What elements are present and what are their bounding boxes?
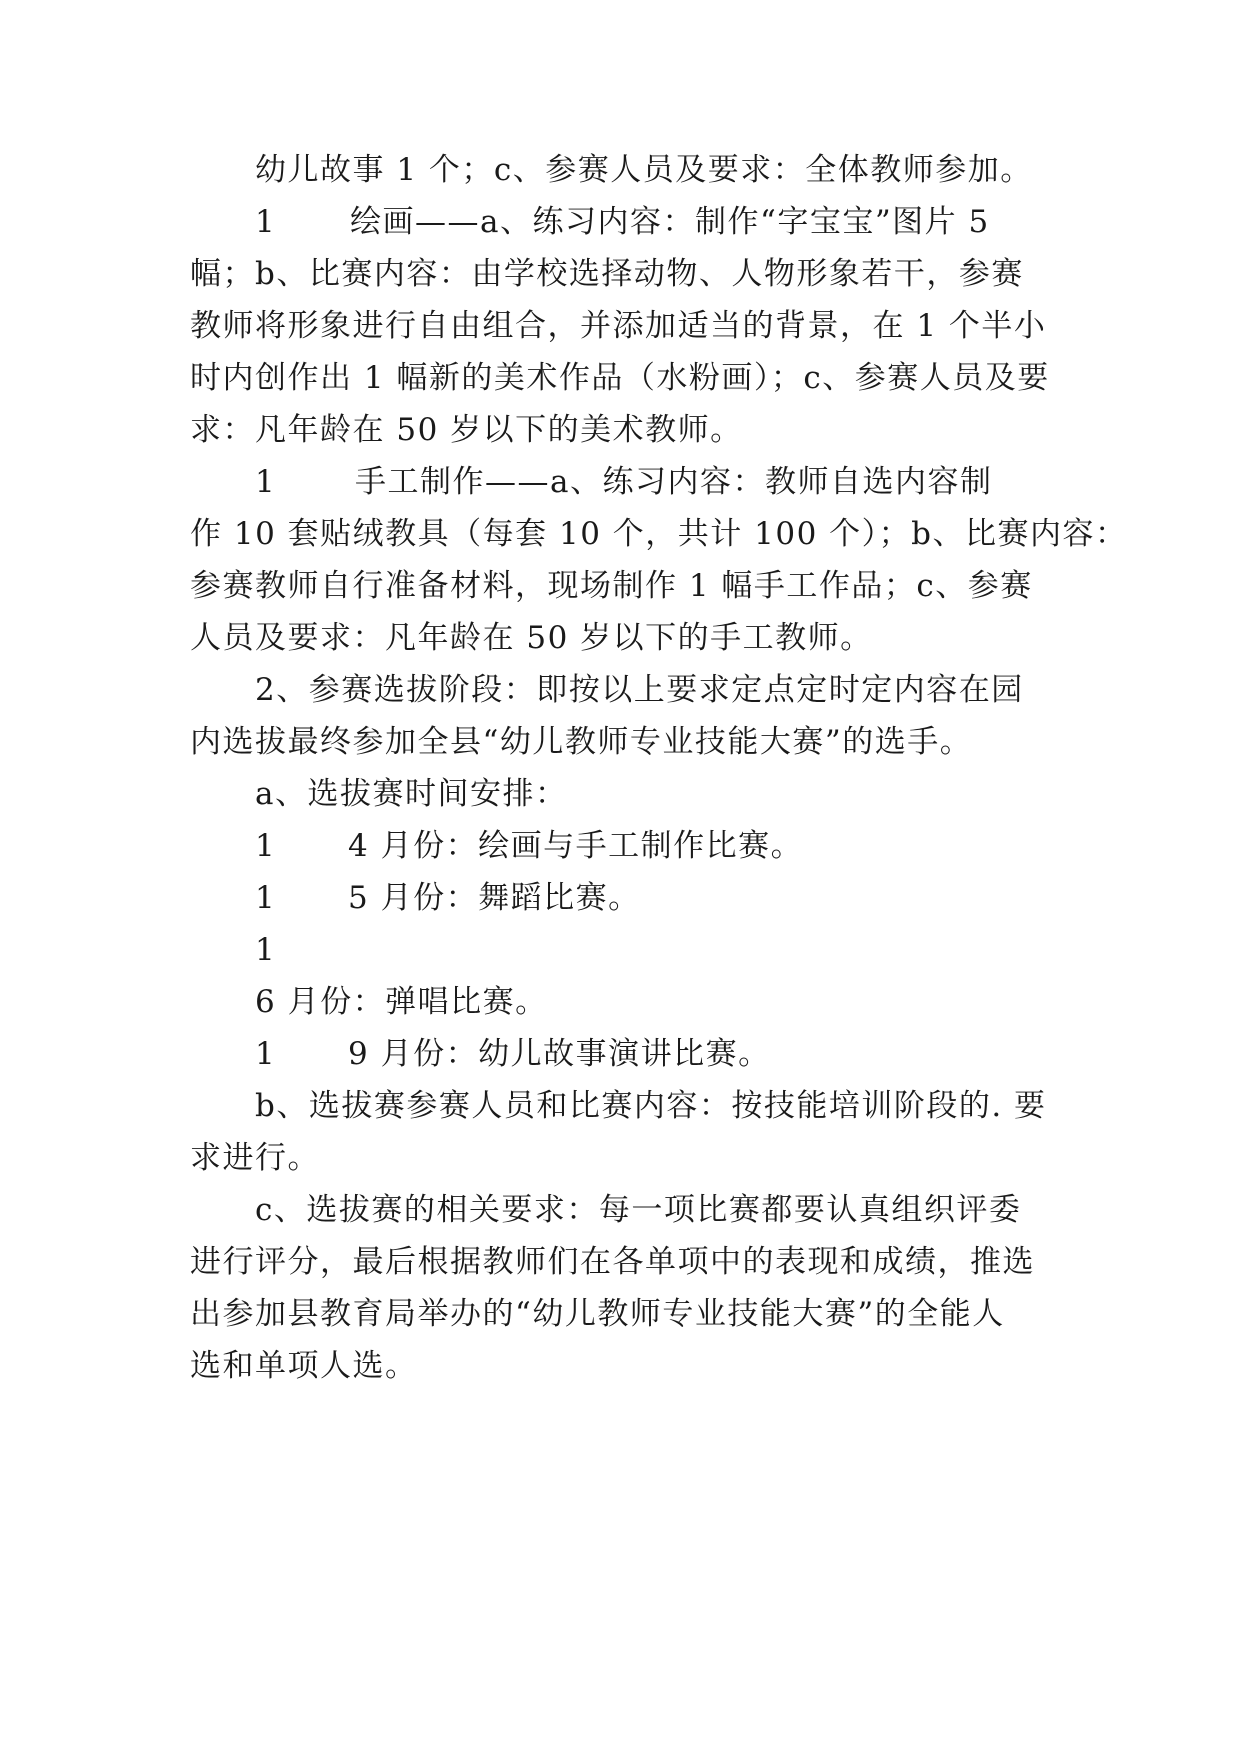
list-item-text: 9 月份：幼儿故事演讲比赛。 — [348, 1036, 771, 1072]
list-bullet: 1 — [255, 828, 275, 864]
paragraph-line: a、选拔赛时间安排： — [255, 776, 568, 812]
paragraph-line: 6 月份：弹唱比赛。 — [255, 984, 548, 1020]
paragraph-line: 时内创作出 1 幅新的美术作品（水粉画）；c、参赛人员及要 — [190, 360, 1050, 396]
paragraph-line: 幼儿故事 1 个；c、参赛人员及要求：全体教师参加。 — [255, 152, 1033, 188]
list-bullet: 1 — [255, 204, 275, 240]
list-bullet: 1 — [255, 1036, 275, 1072]
list-item-text: 绘画——a、练习内容：制作“字宝宝”图片 5 — [350, 204, 990, 240]
paragraph-line: 求：凡年龄在 50 岁以下的美术教师。 — [190, 412, 743, 448]
paragraph-line: 出参加县教育局举办的“幼儿教师专业技能大赛”的全能人 — [190, 1296, 1005, 1332]
paragraph-line: 2、参赛选拔阶段：即按以上要求定点定时定内容在园 — [255, 672, 1024, 708]
paragraph-line: b、选拔赛参赛人员和比赛内容：按技能培训阶段的. 要 — [255, 1088, 1047, 1124]
list-bullet: 1 — [255, 932, 275, 968]
paragraph-line: 参赛教师自行准备材料，现场制作 1 幅手工作品；c、参赛 — [190, 568, 1033, 604]
list-item-text: 5 月份：舞蹈比赛。 — [348, 880, 641, 916]
paragraph-line: 幅；b、比赛内容：由学校选择动物、人物形象若干，参赛 — [190, 256, 1024, 292]
paragraph-line: 内选拔最终参加全县“幼儿教师专业技能大赛”的选手。 — [190, 724, 973, 760]
paragraph-line: 教师将形象进行自由组合，并添加适当的背景，在 1 个半小 — [190, 308, 1047, 344]
paragraph-line: 选和单项人选。 — [190, 1348, 418, 1384]
list-item-text: 4 月份：绘画与手工制作比赛。 — [348, 828, 804, 864]
list-bullet: 1 — [255, 464, 275, 500]
list-item-text: 手工制作——a、练习内容：教师自选内容制 — [355, 464, 993, 500]
paragraph-line: c、选拔赛的相关要求：每一项比赛都要认真组织评委 — [255, 1192, 1022, 1228]
paragraph-line: 求进行。 — [190, 1140, 320, 1176]
list-bullet: 1 — [255, 880, 275, 916]
paragraph-line: 人员及要求：凡年龄在 50 岁以下的手工教师。 — [190, 620, 873, 656]
paragraph-line: 作 10 套贴绒教具（每套 10 个，共计 100 个）；b、比赛内容： — [190, 516, 1128, 552]
paragraph-line: 进行评分，最后根据教师们在各单项中的表现和成绩，推选 — [190, 1244, 1035, 1280]
